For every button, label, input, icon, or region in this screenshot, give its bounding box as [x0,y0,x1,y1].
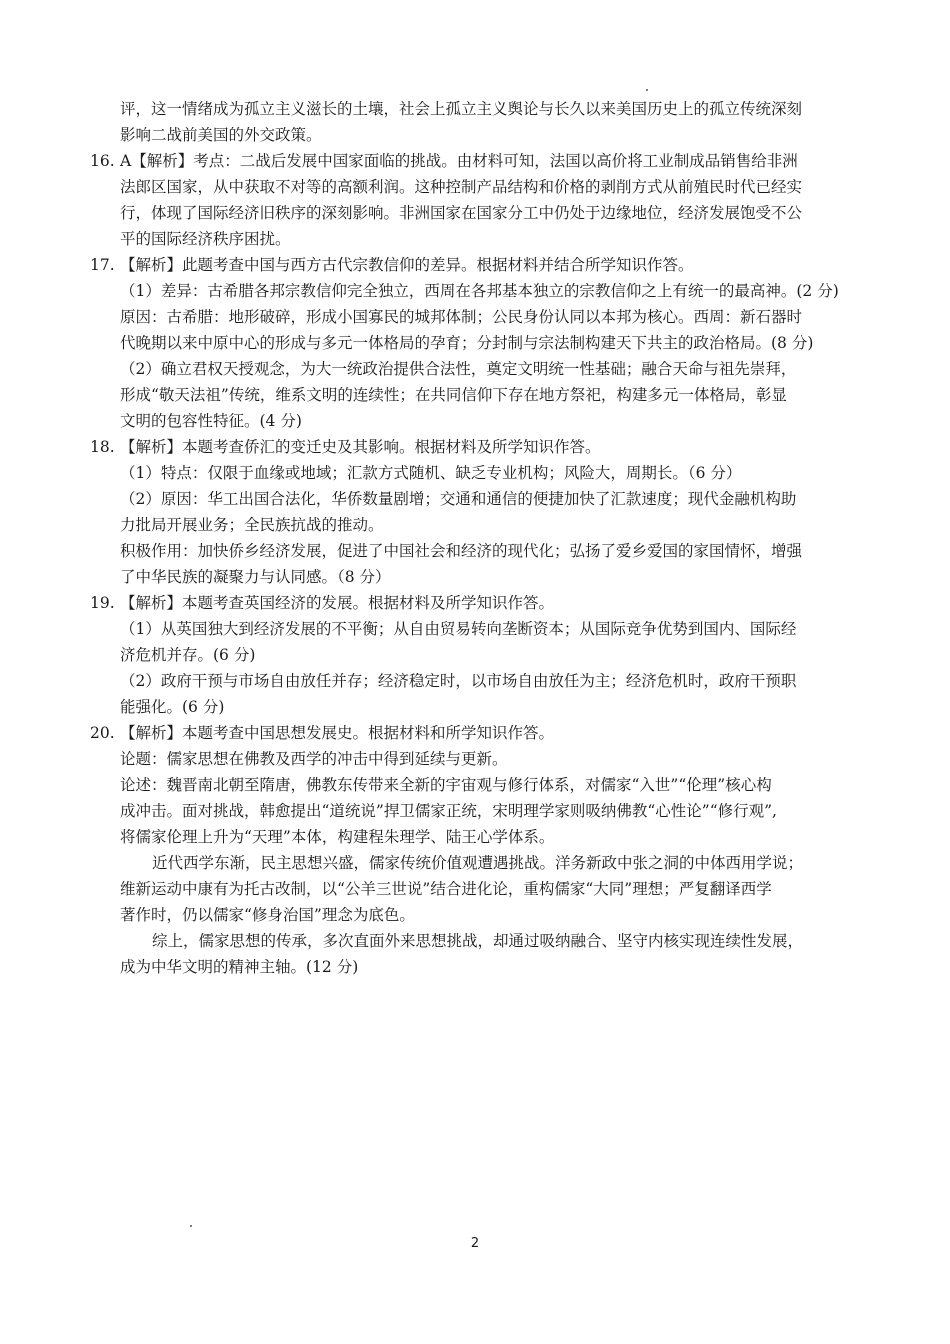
question-17-line: （1）差异：古希腊各邦宗教信仰完全独立，西周在各邦基本独立的宗教信仰之上有统一的最高神。(2 分) [120,282,839,300]
question-16-line: 平的国际经济秩序困扰。 [120,230,291,248]
question-19-line: 济危机并存。(6 分) [120,646,256,664]
question-19-number: 19. [90,594,115,612]
question-20-line: 成冲击。面对挑战，韩愈提出“道统说”捍卫儒家正统，宋明理学家则吸纳佛教“心性论”“修行观”, [120,802,777,820]
question-18-line: 积极作用：加快侨乡经济发展，促进了中国社会和经济的现代化；弘扬了爱乡爱国的家国情怀，增强 [120,542,803,560]
scan-mark-top [646,89,648,91]
question-18-line: （1）特点：仅限于血缘或地域；汇款方式随机、缺乏专业机构；风险大，周期长。（6 分） [120,464,742,482]
question-18-line: （2）原因：华工出国合法化，华侨数量剧增；交通和通信的便捷加快了汇款速度；现代金融机构助 [120,490,797,508]
question-18-number: 18. [90,438,115,456]
question-20-line: 近代西学东渐，民主思想兴盛，儒家传统价值观遭遇挑战。洋务新政中张之洞的中体西用学说； [152,854,804,872]
question-18-line: 了中华民族的凝聚力与认同感。（8 分） [120,568,391,586]
question-19-line: （1）从英国独大到经济发展的不平衡；从自由贸易转向垄断资本；从国际竞争优势到国内、国际经 [120,620,797,638]
page-number: 2 [470,1236,480,1251]
question-18-line: 【解析】本题考查侨汇的变迁史及其影响。根据材料及所学知识作答。 [120,438,601,456]
question-20-line: 综上，儒家思想的传承，多次直面外来思想挑战，却通过吸纳融合、坚守内核实现连续性发展， [152,932,804,950]
question-17-line: （2）确立君权天授观念，为大一统政治提供合法性，奠定文明统一性基础；融合天命与祖先崇拜， [120,360,797,378]
question-19-line: 能强化。(6 分) [120,698,225,716]
question-16-line: 法郎区国家，从中获取不对等的高额利润。这种控制产品结构和价格的剥削方式从前殖民时代已经实 [120,178,803,196]
question-19-line: 【解析】本题考查英国经济的发展。根据材料及所学知识作答。 [120,594,555,612]
question-20-number: 20. [90,724,115,742]
scan-mark-bottom [190,1225,192,1227]
question-20-line: 维新运动中康有为托古改制，以“公羊三世说”结合进化论，重构儒家“大同”理想；严复翻译西学 [120,880,772,898]
question-16-line: 行，体现了国际经济旧秩序的深刻影响。非洲国家在国家分工中仍处于边缘地位，经济发展饱受不公 [120,204,803,222]
continuation-line: 评，这一情绪成为孤立主义滋长的土壤，社会上孤立主义舆论与长久以来美国历史上的孤立传统深刻 [120,100,803,118]
question-20-line: 【解析】本题考查中国思想发展史。根据材料和所学知识作答。 [120,724,555,742]
question-17-line: 形成“敬天法祖”传统，维系文明的连续性；在共同信仰下存在地方祭祀，构建多元一体格局，彰显 [120,386,787,404]
question-17-line: 代晚期以来中原中心的形成与多元一体格局的孕育；分封制与宗法制构建天下共主的政治格局。(8 分) [120,334,814,352]
continuation-line: 影响二战前美国的外交政策。 [120,126,322,144]
question-20-line: 成为中华文明的精神主轴。(12 分) [120,958,359,976]
question-16-line: A【解析】考点：二战后发展中国家面临的挑战。由材料可知，法国以高价将工业制成品销售给非洲 [120,152,798,170]
question-18-line: 力批局开展业务；全民族抗战的推动。 [120,516,384,534]
question-20-line: 论述：魏晋南北朝至隋唐，佛教东传带来全新的宇宙观与修行体系，对儒家“入世”“伦理”核心构 [120,776,772,794]
question-20-line: 著作时，仍以儒家“修身治国”理念为底色。 [120,906,415,924]
question-20-line: 将儒家伦理上升为“天理”本体，构建程朱理学、陆王心学体系。 [120,828,555,846]
question-17-line: 文明的包容性特征。(4 分) [120,412,302,430]
question-17-line: 【解析】此题考查中国与西方古代宗教信仰的差异。根据材料并结合所学知识作答。 [120,256,694,274]
question-17-number: 17. [90,256,115,274]
question-16-number: 16. [90,152,115,170]
question-19-line: （2）政府干预与市场自由放任并存；经济稳定时，以市场自由放任为主；经济危机时，政府干预职 [120,672,797,690]
question-17-line: 原因：古希腊：地形破碎，形成小国寡民的城邦体制；公民身份认同以本邦为核心。西周：新石器时 [120,308,803,326]
question-20-line: 论题：儒家思想在佛教及西学的冲击中得到延续与更新。 [120,750,508,768]
